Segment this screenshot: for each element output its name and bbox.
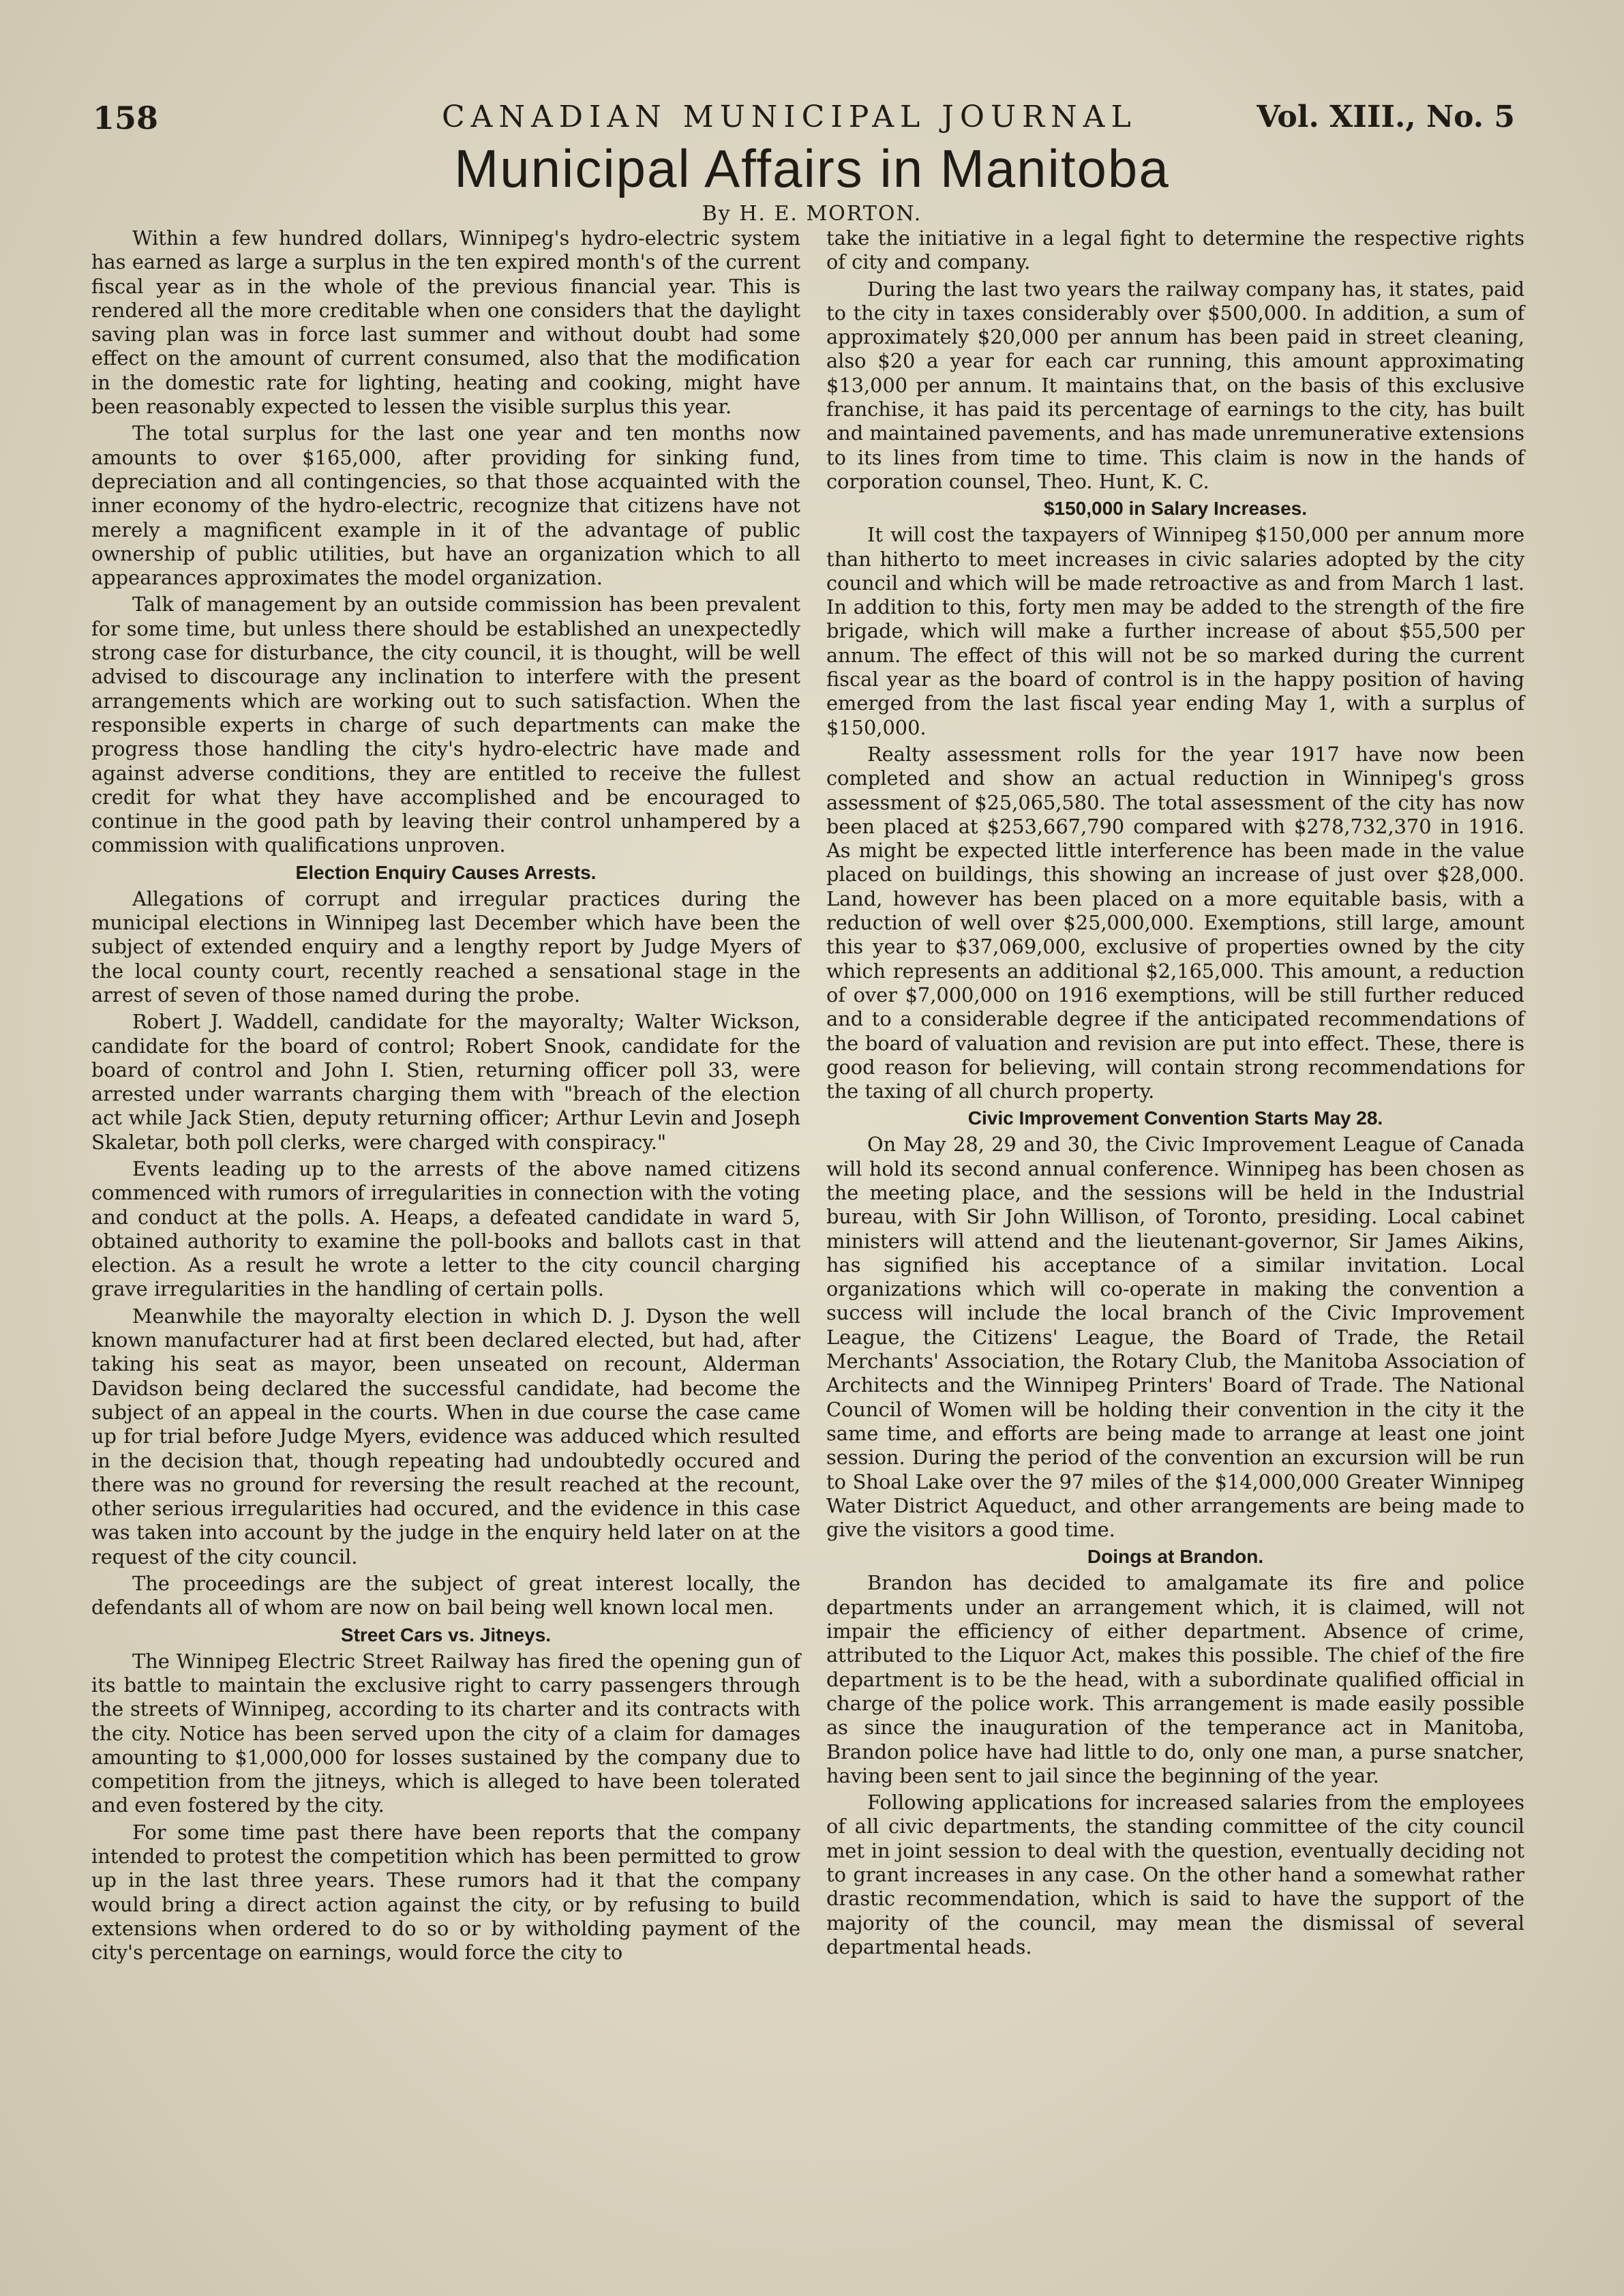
paragraph: Robert J. Waddell, candidate for the mayoralty; Walter Wickson, candidate for the board of control; Robert Snook, candidate for the board of control and John I. Stien, returning officer poll 33, were arrested under warrants charging them with "breach of the election act while Jack Stien, deputy returning officer; Arthur Levin and Joseph Skaletar, both poll clerks, were charged with conspiracy.": [91, 1010, 800, 1154]
right-column: [826, 226, 1524, 2255]
article-byline: By H. E. MORTON.: [702, 202, 922, 226]
left-column: [91, 226, 800, 2255]
section-heading: Street Cars vs. Jitneys.: [340, 1624, 552, 1645]
section-heading: Doings at Brandon.: [1087, 1546, 1264, 1568]
section-heading: Civic Improvement Convention Starts May 28.: [967, 1107, 1383, 1129]
paragraph: The Winnipeg Electric Street Railway has fired the opening gun of its battle to maintain the exclusive right to carry passengers through the streets of Winnipeg, according to its charter and its contracts with the city. Notice has been served upon the city of a claim for damages amounting to $1,000,000 for losses sustained by the company due to competition from the jitneys, which is alleged to have been tolerated and even fostered by the city.: [91, 1649, 800, 1817]
page-number: 158: [93, 100, 159, 136]
paragraph: The proceedings are the subject of great interest locally, the defendants all of whom are now on bail being well known local men.: [91, 1572, 800, 1620]
paragraph: Talk of management by an outside commission has been prevalent for some time, but unless there should be established an unexpectedly strong case for disturbance, the city council, it is thought, will be well advised to discourage any inclination to interfere with the present arrangements which are working out to such satisfaction. When the responsible experts in charge of such departments can make the progress those handling the city's hydro-electric have made and against adverse conditions, they are entitled to receive the fullest credit for what they have accomplished and be encouraged to continue in the good path by leaving their control unhampered by a commission with qualifications unproven.: [91, 593, 800, 857]
paragraph: Events leading up to the arrests of the above named citizens commenced with rumors of irregularities in connection with the voting and conduct at the polls. A. Heaps, a defeated candidate in ward 5, obtained authority to examine the poll-books and ballots cast in that election. As a result he wrote a letter to the city council charging grave irregularities in the handling of certain polls.: [91, 1157, 800, 1301]
journal-title: CANADIAN MUNICIPAL JOURNAL: [442, 100, 1137, 134]
section-heading: Election Enquiry Causes Arrests.: [295, 861, 597, 883]
paragraph: Realty assessment rolls for the year 1917 have now been completed and show an actual reduction in Winnipeg's gross assessment of $25,065,580. The total assessment of the city has now been placed at $253,667,790 compared with $278,732,370 in 1916. As might be expected little interference has been made in the value placed on buildings, this showing an increase of just over $28,000. Land, however has been placed on a more equitable basis, with a reduction of well over $25,000,000. Exemptions, still large, amount this year to $37,069,000, exclusive of properties owned by the city which represents an additional $2,165,000. This amount, a reduction of over $7,000,000 on 1916 exemptions, will be still further reduced and to a considerable degree if the anticipated recommendations of the board of valuation and revision are put into effect. These, there is good reason for believing, will contain strong recommendations for the taxing of all church property.: [826, 742, 1524, 1103]
paragraph: Allegations of corrupt and irregular practices during the municipal elections in Winnipeg last December which have been the subject of extended enquiry and a lengthy report by Judge Myers of the local county court, recently reached a sensational stage in the arrest of seven of those named during the probe.: [91, 886, 800, 1007]
paragraph: It will cost the taxpayers of Winnipeg $150,000 per annum more than hitherto to meet increases in civic salaries adopted by the city council and which will be made retroactive as and from March 1 last. In addition to this, forty men may be added to the strength of the fire brigade, which will make a further increase of about $55,500 per annum. The effect of this will not be so marked during the current fiscal year as the board of control is in the happy position of having emerged from the last fiscal year ending May 1, with a surplus of $150,000.: [826, 523, 1524, 739]
paragraph: The total surplus for the last one year and ten months now amounts to over $165,000, after providing for sinking fund, depreciation and all contingencies, so that those acquainted with the inner economy of the hydro-electric, recognize that citizens have not merely a magnificent example in it of the advantage of public ownership of public utilities, but have an organization which to all appearances approximates the model organization.: [91, 421, 800, 590]
paragraph: Following applications for increased salaries from the employees of all civic departments, the standing committee of the city council met in joint session to deal with the question, eventually deciding not to grant increases in any case. On the other hand a somewhat rather drastic recommendation, which is said to have the support of the majority of the council, may mean the dismissal of several departmental heads.: [826, 1791, 1524, 1958]
paragraph: Brandon has decided to amalgamate its fire and police departments under an arrangement which, it is claimed, will not impair the efficiency of either department. Absence of crime, attributed to the Liquor Act, makes this possible. The chief of the fire department is to be the head, with a subordinate qualified official in charge of the police work. This arrangement is made easily possible as since the inauguration of the temperance act in Manitoba, Brandon police have had little to do, only one man, a purse snatcher, having been sent to jail since the beginning of the year.: [826, 1571, 1524, 1787]
article-title: Municipal Affairs in Manitoba: [454, 138, 1170, 198]
paragraph: take the initiative in a legal fight to determine the respective rights of city and company.: [826, 226, 1524, 274]
paragraph: During the last two years the railway company has, it states, paid to the city in taxes considerably over $500,000. In addition, a sum of approximately $20,000 per annum has been paid in street cleaning, also $20 a year for each car running, this amount approximating $13,000 per annum. It maintains that, on the basis of this exclusive franchise, it has paid its percentage of earnings to the city, has built and maintained pavements, and has made unremunerative extensions to its lines from time to time. This claim is now in the hands of corporation counsel, Theo. Hunt, K. C.: [826, 277, 1524, 493]
paragraph: Within a few hundred dollars, Winnipeg's hydro-electric system has earned as large a surplus in the ten expired month's of the current fiscal year as in the whole of the previous financial year. This is rendered all the more creditable when one considers that the daylight saving plan was in force last summer and without doubt had some effect on the amount of current consumed, also that the modification in the domestic rate for lighting, heating and cooking, might have been reasonably expected to lessen the visible surplus this year.: [91, 226, 800, 419]
paragraph: Meanwhile the mayoralty election in which D. J. Dyson the well known manufacturer had at first been declared elected, but had, after taking his seat as mayor, been unseated on recount, Alderman Davidson being declared the successful candidate, had become the subject of an appeal in the courts. When in due course the case came up for trial before Judge Myers, evidence was adduced which resulted in the decision that, though repeating had undoubtedly occured and there was no ground for reversing the result reached at the recount, other serious irregularities had occured, and the evidence in this case was taken into account by the judge in the enquiry held later on at the request of the city council.: [91, 1304, 800, 1568]
section-heading: $150,000 in Salary Increases.: [1043, 498, 1308, 520]
paragraph: On May 28, 29 and 30, the Civic Improvement League of Canada will hold its second annual conference. Winnipeg has been chosen as the meeting place, and the sessions will be held in the Industrial bureau, with Sir John Willison, of Toronto, presiding. Local cabinet ministers will attend and the lieutenant-governor, Sir James Aikins, has signified his acceptance of a similar invitation. Local organizations which will co-operate in making the convention a success will include the local branch of the Civic Improvement League, the Citizens' League, the Board of Trade, the Retail Merchants' Association, the Rotary Club, the Manitoba Association of Architects and the Winnipeg Printers' Board of Trade. The National Council of Women will be holding their convention in the city it the same time, and efforts are being made to arrange at least one joint session. During the period of the convention an excursion will be run to Shoal Lake over the 97 miles of the $14,000,000 Greater Winnipeg Water District Aqueduct, and other arrangements are being made to give the visitors a good time.: [826, 1133, 1524, 1542]
paragraph: For some time past there have been reports that the company intended to protest the competition which has been permitted to grow up in the last three years. These rumors had it that the company would bring a direct action against the city, or by refusing to build extensions when ordered to do so or by witholding payment of the city's percentage on earnings, would force the city to: [91, 1820, 800, 1965]
volume-issue: Vol. XIII., No. 5: [1257, 100, 1515, 134]
